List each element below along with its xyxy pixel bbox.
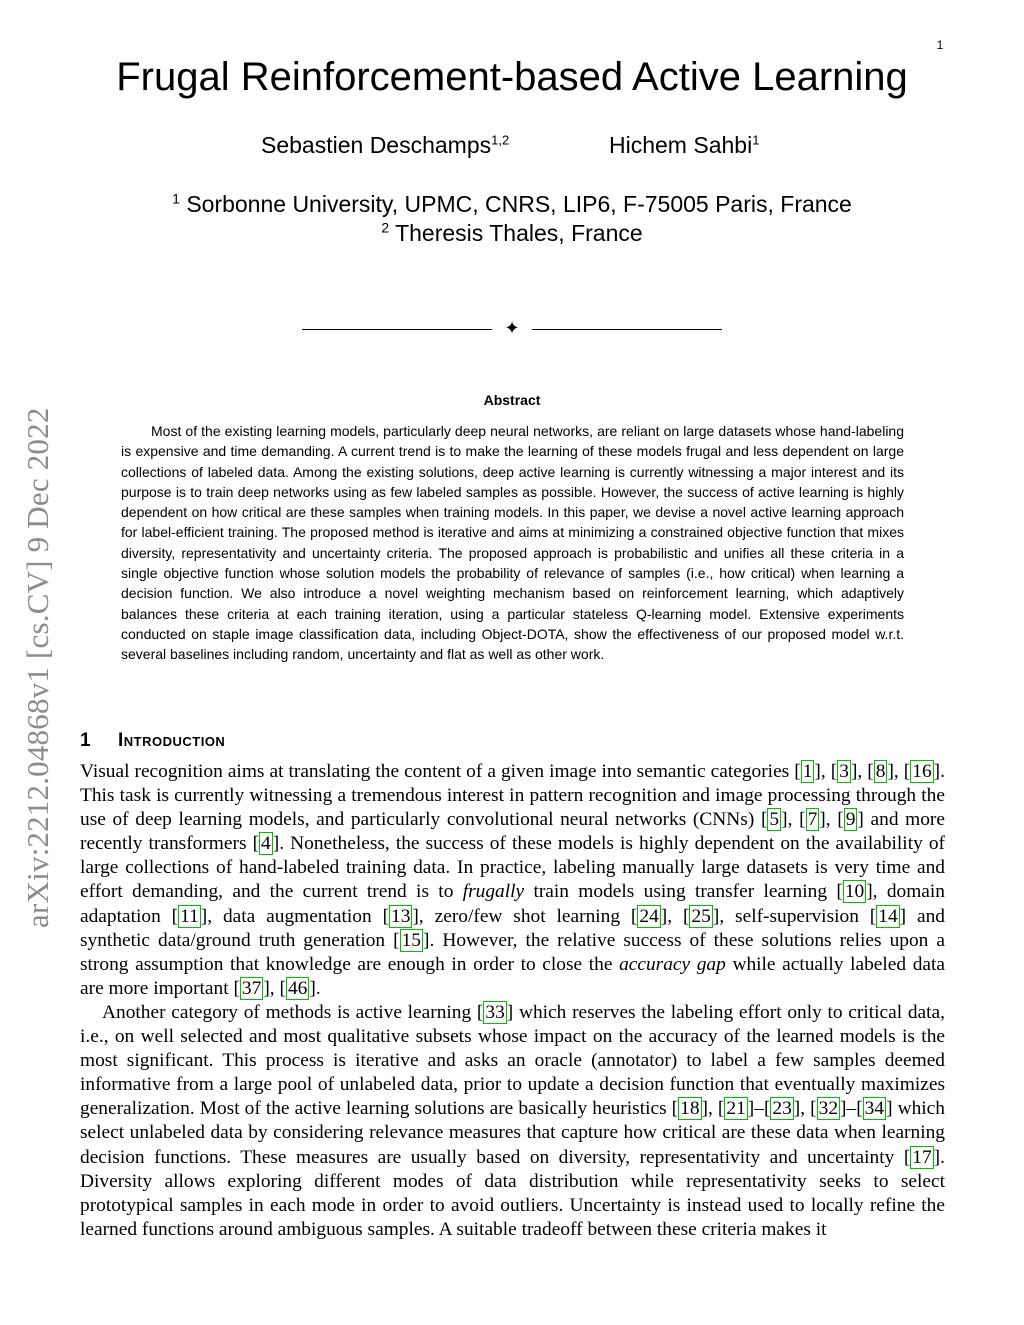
text-run: which reserves the labeling effort only to critical data, i.e., on well selected and most qualitative subsets whose impact on the accuracy of the learned models is the most significant. This process is iterative and asks an oracle (annotator) to label a few samples deemed informative from a large pool of unlabeled data, prior to update a decision function that eventually maximizes generalization. Most of the active learning solutions are basically heuristics <box>80 1001 945 1120</box>
paper-title: Frugal Reinforcement-based Active Learning <box>116 55 908 99</box>
text-run: which select unlabeled data by considering relevance measures that capture how critical are these data when learning decision functions. These measures are usually based on diversity, representativity and uncertainty <box>80 1098 945 1168</box>
author-name: Sebastien Deschamps <box>261 132 492 158</box>
divider-star-icon: ✦ <box>504 318 520 339</box>
abstract-text: Most of the existing learning models, particularly deep neural networks, are reliant on large datasets whose hand-labeling is expensive and time demanding. A current trend is to make the learning of these models frugal and less dependent on large collections of labeled data. Among the existing solutions, deep active learning is currently witnessing a major interest and its purpose is to train deep networks using as few labeled samples as possible. However, the success of active learning is highly dependent on how critical are these samples when training models. In this paper, we devise a novel active learning approach for label-efficient training. The proposed method is iterative and aims at minimizing a constrained objective function that mixes diversity, representativity and uncertainty criteria. The proposed approach is probabilistic and unifies all these criteria in a single objective function whose solution models the probability of relevance of samples (i.e., how critical) when learning a decision function. We also introduce a novel weighting mechanism based on reinforcement learning, which adaptively balances these criteria at each training iteration, using a particular stateless Q-learning model. Extensive experiments conducted on staple image classification data, including Object-DOTA, show the effectiveness of our proposed model w.r.t. several baselines including random, uncertainty and flat as well as other work. <box>121 423 904 663</box>
text-run: , <box>893 761 904 782</box>
citation-link[interactable]: 11 <box>180 905 199 927</box>
text-run: , <box>667 905 683 927</box>
text-run: Another category of methods is active learning <box>102 1001 477 1023</box>
citation-link[interactable]: 16 <box>912 761 932 782</box>
arxiv-identifier-stamp[interactable]: arXiv:2212.04868v1 [cs.CV] 9 Dec 2022 <box>20 407 55 928</box>
citation-link[interactable]: 9 <box>845 809 856 831</box>
section-title: Introduction <box>118 730 226 751</box>
text-run: , domain adaptation <box>80 881 945 927</box>
citation-link[interactable]: 18 <box>680 1098 700 1120</box>
citation-link[interactable]: 25 <box>691 905 711 927</box>
author <box>261 132 509 159</box>
text-run: . <box>315 977 321 999</box>
abstract-heading: Abstract <box>483 392 541 408</box>
author <box>609 132 759 159</box>
text-run: . This task is currently witnessing a tremendous interest in pattern recognition and image processing through the use of deep learning models, and particularly convolutional neural networks (CNNs) <box>80 761 945 831</box>
text-run: . Diversity allows exploring different modes of data distribution while representativity seeks to select prototypical samples in each mode in order to avoid outliers. Uncertainty is instead used to locally refine the learned functions around ambiguous samples. A suitable tradeoff between these criteria makes it <box>80 1146 945 1240</box>
text-run: , <box>820 761 831 782</box>
text-run: , <box>800 1098 811 1120</box>
affiliation-text: Sorbonne University, UPMC, CNRS, LIP6, F-75005 Paris, France <box>186 191 852 217</box>
author-affiliation-mark: 1 <box>752 132 760 148</box>
citation-link[interactable]: 10 <box>844 881 865 903</box>
author-affiliation-mark: 1,2 <box>491 132 510 148</box>
citation-link[interactable]: 15 <box>401 929 421 951</box>
text-run: , data augmentation <box>207 905 383 927</box>
text-run: , zero/few shot learning <box>418 905 631 927</box>
affiliation-text: Theresis Thales, France <box>395 220 643 246</box>
text-run: while actually labeled data are more important <box>80 953 946 999</box>
introduction-body <box>80 760 945 1242</box>
citation-link[interactable]: 46 <box>287 977 308 999</box>
emphasized-text: accuracy gap <box>619 953 726 975</box>
body-paragraph: Another category of methods is active learning [ 33 ] which reserves the labeling effort only to critical data, i.e., on well selected and most qualitative subsets whose impact on the accuracy of the learned models is the most significant. This process is iterative and asks an oracle (annotator) to label a few samples deemed informative from a large pool of unlabeled data, prior to update a decision function that eventually maximizes generalization. Most of the active learning solutions are basically heuristics [ 18 ], [ 21 ]–[ 23 ], [ 32 ]–[ 34 ] which select unlabeled data by considering relevance measures that capture how critical are these data when learning decision functions. These measures are usually based on diversity, representativity and uncertainty [ 17 ]. Diversity allows exploring different modes of data distribution while representativity seeks to select prototypical samples in each mode in order to avoid outliers. Uncertainty is instead used to locally refine the learned functions around ambiguous samples. A suitable tradeoff between these criteria makes it <box>80 1001 945 1240</box>
section-heading <box>80 730 225 752</box>
citation-link[interactable]: 3 <box>839 761 849 782</box>
text-run: . Nonetheless, the success of these models is highly dependent on the availability of large collections of hand-labeled training data. In practice, labeling manually large datasets is very time and effort demanding, and the current trend is to <box>80 833 945 903</box>
author-name: Hichem Sahbi <box>609 132 753 158</box>
text-run: – <box>846 1098 857 1120</box>
citation-link[interactable]: 33 <box>485 1001 505 1023</box>
affiliation-list <box>0 190 1024 248</box>
text-run: , <box>269 977 280 999</box>
section-divider <box>302 320 722 340</box>
text-run: , self-supervision <box>719 905 870 927</box>
emphasized-text: frugally <box>462 881 525 903</box>
citation-link[interactable]: 13 <box>391 905 411 927</box>
affiliation-mark: 2 <box>381 219 390 236</box>
citation-link[interactable]: 5 <box>769 809 780 831</box>
citation-link[interactable]: 14 <box>878 905 898 927</box>
citation-link[interactable]: 23 <box>772 1098 792 1120</box>
divider-line-left <box>302 329 492 330</box>
text-run: train models using transfer learning <box>524 881 837 903</box>
affiliation <box>0 219 1024 248</box>
citation-link[interactable]: 17 <box>912 1146 932 1168</box>
affiliation-mark: 1 <box>172 190 180 207</box>
citation-link[interactable]: 37 <box>241 977 262 999</box>
citation-link[interactable]: 32 <box>818 1098 839 1120</box>
text-run: Visual recognition aims at translating the content of a given image into semantic categories <box>80 761 795 782</box>
text-run: , <box>708 1098 718 1120</box>
affiliation <box>0 190 1024 219</box>
divider-line-right <box>532 329 722 330</box>
text-run: , <box>787 809 800 831</box>
citation-link[interactable]: 34 <box>864 1098 885 1120</box>
citation-link[interactable]: 21 <box>726 1098 746 1120</box>
citation-link[interactable]: 24 <box>639 905 659 927</box>
text-run: . However, the relative success of these solutions relies upon a strong assumption that knowledge are enough in order to close the <box>80 929 945 975</box>
section-number: 1 <box>80 730 91 751</box>
text-run: and synthetic data/ground truth generation <box>80 905 945 951</box>
citation-link[interactable]: 7 <box>807 809 818 831</box>
citation-link[interactable]: 4 <box>261 833 271 855</box>
text-run: and more recently transformers <box>80 809 945 855</box>
text-run: , <box>857 761 868 782</box>
citation-link[interactable]: 1 <box>802 761 813 782</box>
text-run: – <box>754 1098 764 1120</box>
body-paragraph: Visual recognition aims at translating the content of a given image into semantic categories [ 1 ], [ 3 ], [ 8 ], [ 16 ]. This task is currently witnessing a tremendous interest in pattern recognition and image processing through the use of deep learning models, and particularly convolutional neural networks (CNNs) [ 5 ], [ 7 ], [ 9 ] and more recently transformers [ 4 ]. Nonetheless, the success of these models is highly dependent on the availability of large collections of hand-labeled training data. In practice, labeling manually large datasets is very time and effort demanding, and the current trend is to frugally train models using transfer learning [ 10 ], domain adaptation [ 11 ], data augmentation [ 13 ], zero/few shot learning [ 24 ], [ 25 ], self-supervision [ 14 ] and synthetic data/ground truth generation [ 15 ]. However, the relative success of these solutions relies upon a strong assumption that knowledge are enough in order to close the accuracy gap while actually labeled data are more important [ 37 ], [ 46 ]. <box>80 761 946 999</box>
citation-link[interactable]: 8 <box>875 761 886 782</box>
text-run: , <box>825 809 838 831</box>
page-number: 1 <box>936 38 944 52</box>
